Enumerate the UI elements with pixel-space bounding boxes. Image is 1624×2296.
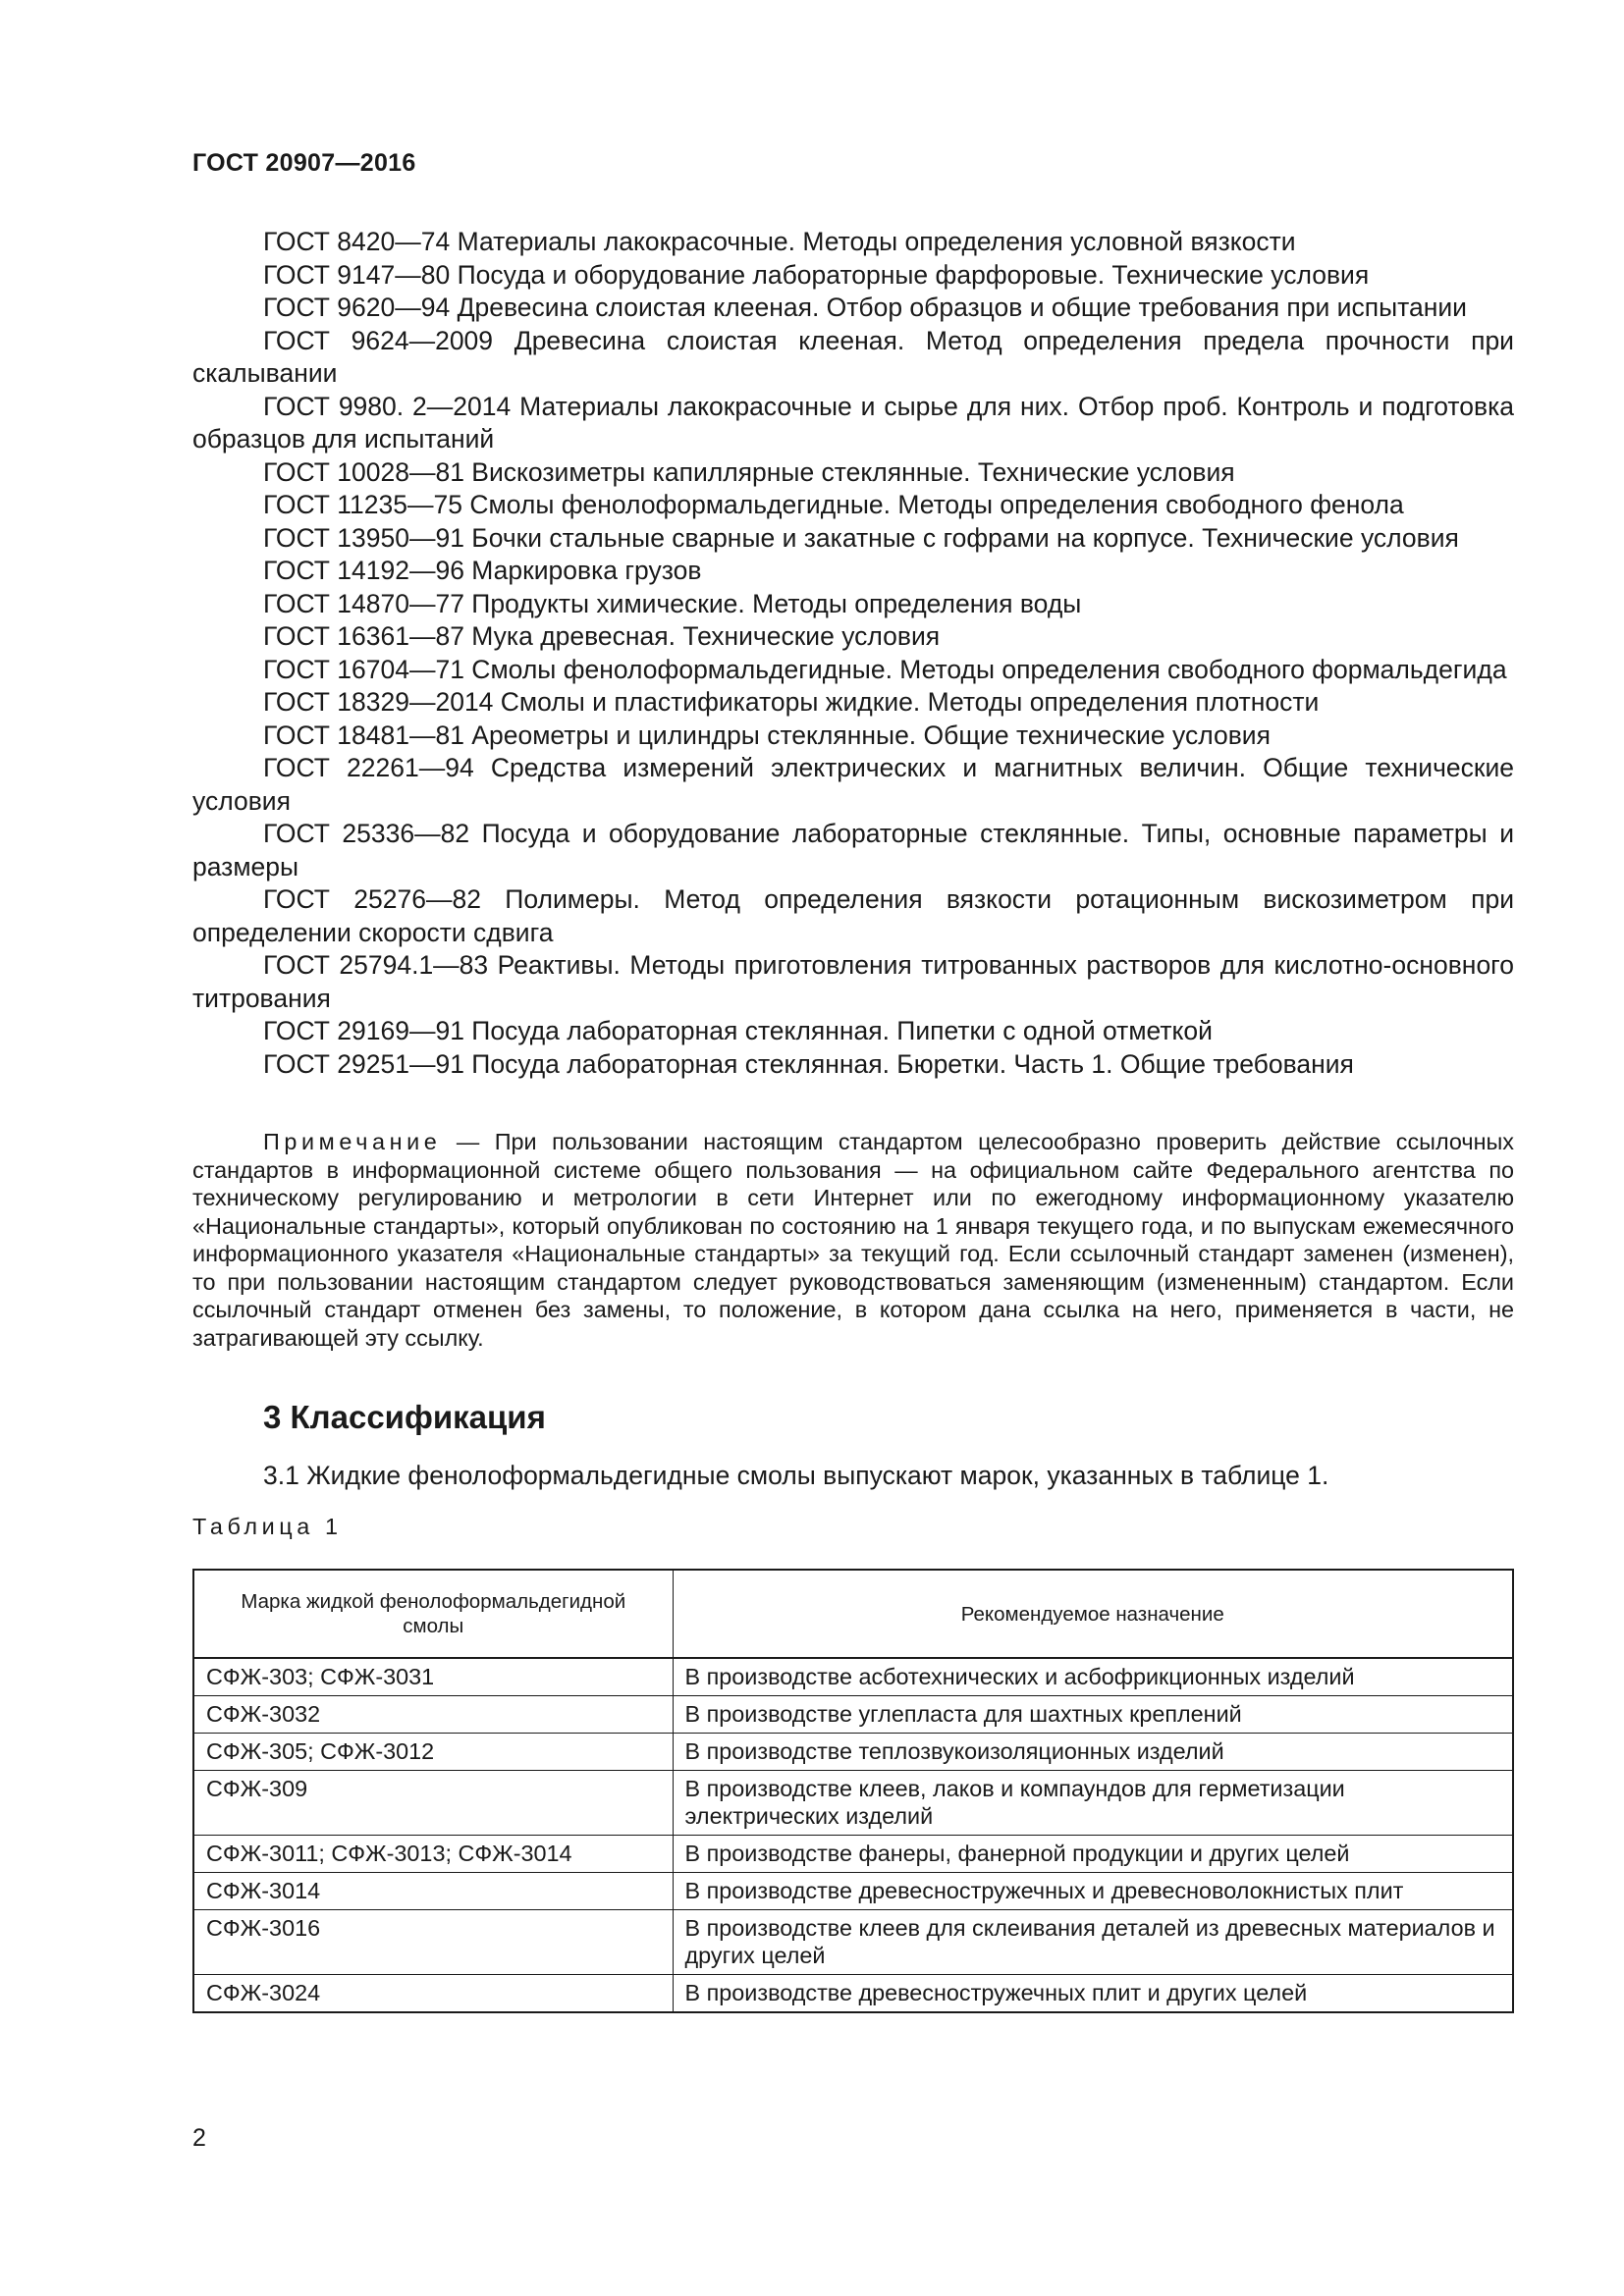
reference-item: ГОСТ 16704—71 Смолы фенолоформальдегидные. Методы определения свободного формальдегида <box>263 654 1507 684</box>
table-row <box>193 1771 1513 1836</box>
table-header-row <box>193 1570 1513 1658</box>
reference-item: ГОСТ 25794.1—83 Реактивы. Методы приготовления титрованных растворов для кислотно-основного титрования <box>192 950 1514 1013</box>
grade-cell: СФЖ-3032 <box>193 1696 673 1734</box>
grade-cell: СФЖ-309 <box>193 1771 673 1836</box>
page-number: 2 <box>192 2124 206 2152</box>
table-row <box>193 1734 1513 1771</box>
note-text: — При пользовании настоящим стандартом целесообразно проверить действие ссылочных стандартов в информационной системе общего пользования — на официальном сайте Федерального агентства по техническому регулированию и метрологии в сети Интернет или по ежегодному информационному указателю «Национальные стандарты», который опубликован по состоянию на 1 января текущего года, и по выпускам ежемесячного информационного указателя «Национальные стандарты» за текущий год. Если ссылочный стандарт заменен (изменен), то при пользовании настоящим стандартом следует руководствоваться заменяющим (измененным) стандартом. Если ссылочный стандарт отменен без замены, то положение, в котором дана ссылка на него, применяется в части, не затрагивающей эту ссылку. <box>192 1129 1514 1351</box>
reference-item: ГОСТ 9147—80 Посуда и оборудование лабораторные фарфоровые. Технические условия <box>263 259 1370 290</box>
purpose-cell: В производстве углепласта для шахтных креплений <box>673 1696 1513 1734</box>
grade-cell: СФЖ-3011; СФЖ-3013; СФЖ-3014 <box>193 1836 673 1873</box>
grade-cell: СФЖ-3016 <box>193 1910 673 1975</box>
normative-references-list <box>192 226 1514 1081</box>
reference-item: ГОСТ 10028—81 Вискозиметры капиллярные стеклянные. Технические условия <box>263 456 1235 487</box>
grade-cell: СФЖ-3024 <box>193 1975 673 2013</box>
reference-item: ГОСТ 18481—81 Ареометры и цилиндры стеклянные. Общие технические условия <box>263 720 1271 750</box>
table-row <box>193 1836 1513 1873</box>
table-row <box>193 1873 1513 1910</box>
reference-item: ГОСТ 9980. 2—2014 Материалы лакокрасочные и сырье для них. Отбор проб. Контроль и подготовка образцов для испытаний <box>192 391 1514 454</box>
grades-table <box>192 1569 1514 2013</box>
grade-cell: СФЖ-305; СФЖ-3012 <box>193 1734 673 1771</box>
reference-item: ГОСТ 16361—87 Мука древесная. Технические условия <box>263 621 941 651</box>
table-caption: Таблица 1 <box>192 1514 343 1539</box>
table-header-purpose: Рекомендуемое назначение <box>673 1570 1513 1658</box>
reference-item: ГОСТ 9620—94 Древесина слоистая клееная. Отбор образцов и общие требования при испытании <box>263 293 1467 322</box>
reference-item: ГОСТ 29251—91 Посуда лабораторная стеклянная. Бюретки. Часть 1. Общие требования <box>263 1048 1354 1079</box>
table-row <box>193 1658 1513 1696</box>
purpose-cell: В производстве древесностружечных плит и других целей <box>673 1975 1513 2013</box>
reference-item: ГОСТ 29169—91 Посуда лабораторная стеклянная. Пипетки с одной отметкой <box>263 1016 1213 1045</box>
grade-cell: СФЖ-3014 <box>193 1873 673 1910</box>
section-paragraph: 3.1 Жидкие фенолоформальдегидные смолы выпускают марок, указанных в таблице 1. <box>263 1461 1329 1490</box>
reference-item: ГОСТ 22261—94 Средства измерений электрических и магнитных величин. Общие технические условия <box>192 753 1514 816</box>
reference-item: ГОСТ 11235—75 Смолы фенолоформальдегидные. Методы определения свободного фенола <box>263 490 1404 519</box>
table-row <box>193 1696 1513 1734</box>
grade-cell: СФЖ-303; СФЖ-3031 <box>193 1658 673 1696</box>
purpose-cell: В производстве асботехнических и асбофрикционных изделий <box>673 1658 1513 1696</box>
note-paragraph <box>192 1128 1514 1352</box>
reference-item: ГОСТ 14870—77 Продукты химические. Методы определения воды <box>263 588 1082 618</box>
purpose-cell: В производстве клеев, лаков и компаундов для герметизации электрических изделий <box>673 1771 1513 1836</box>
reference-item: ГОСТ 8420—74 Материалы лакокрасочные. Методы определения условной вязкости <box>263 227 1296 256</box>
purpose-cell: В производстве древесностружечных и древесноволокнистых плит <box>673 1873 1513 1910</box>
table-row <box>193 1975 1513 2013</box>
note-block <box>192 1128 1514 1352</box>
table-header-grade: Марка жидкой фенолоформальдегидной смолы <box>193 1570 673 1658</box>
reference-item: ГОСТ 13950—91 Бочки стальные сварные и закатные с гофрами на корпусе. Технические условия <box>263 522 1459 553</box>
reference-item: ГОСТ 14192—96 Маркировка грузов <box>263 556 702 585</box>
reference-item: ГОСТ 25276—82 Полимеры. Метод определения вязкости ротационным вискозиметром при определении скорости сдвига <box>192 884 1514 947</box>
document-header: ГОСТ 20907—2016 <box>192 149 416 177</box>
reference-item: ГОСТ 18329—2014 Смолы и пластификаторы жидкие. Методы определения плотности <box>263 687 1320 717</box>
section-title: 3 Классификация <box>263 1399 546 1435</box>
purpose-cell: В производстве теплозвукоизоляционных изделий <box>673 1734 1513 1771</box>
purpose-cell: В производстве фанеры, фанерной продукции и других целей <box>673 1836 1513 1873</box>
table-row <box>193 1910 1513 1975</box>
purpose-cell: В производстве клеев для склеивания деталей из древесных материалов и других целей <box>673 1910 1513 1975</box>
note-label: Примечание <box>263 1129 442 1154</box>
reference-item: ГОСТ 9624—2009 Древесина слоистая клееная. Метод определения предела прочности при скалывании <box>192 325 1514 388</box>
reference-item: ГОСТ 25336—82 Посуда и оборудование лабораторные стеклянные. Типы, основные параметры и размеры <box>192 819 1514 881</box>
